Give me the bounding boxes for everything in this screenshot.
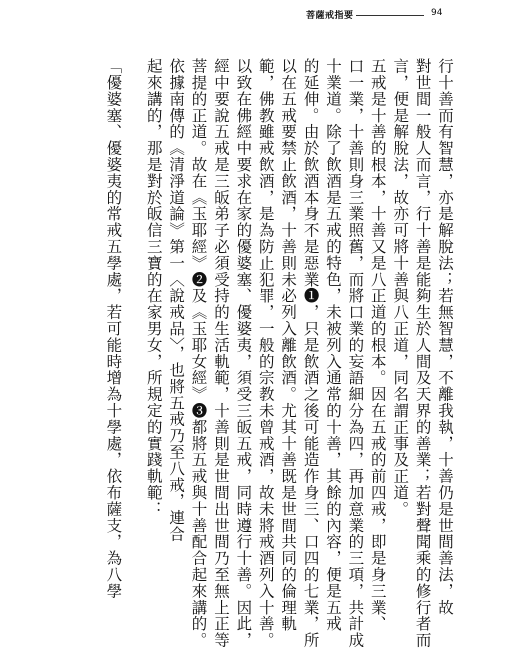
text-column: 菩提的正道。故在《玉耶經》❷及《玉耶女經》❸都將五戒與十善配合起來講的。: [189, 58, 208, 648]
text-column: 起來講的，那是對於皈信三寶的在家男女，所規定的實踐軌範：: [144, 58, 163, 518]
text-column: 範，佛教雖戒飲酒，是為防止犯罪，一般的宗教未曾戒酒，故未將戒酒列入十善。: [256, 58, 275, 648]
text-column: 口一業，十善則身三業照舊，而將口業的妄語細分為四，再加意業的三項，共計成: [346, 58, 365, 648]
body-text: [102, 58, 456, 648]
running-header: [0, 8, 520, 26]
text-column: 十業道。除了飲酒是五戒的特色，未被列入通常的十善，其餘的內容，便是五戒: [323, 58, 342, 632]
page-number: 94: [431, 8, 443, 18]
book-title: 菩薩戒指要: [306, 11, 354, 21]
text-column: 依據南傳的《清淨道論》第一〈說戒品〉，也將五戒乃至八戒，連合: [167, 58, 186, 543]
text-column: 以在五戒要禁止飲酒，十善則未必列入離飲酒。尤其十善既是世間共同的倫理軌: [279, 58, 298, 632]
text-column: 言，便是解脫法，故亦可將十善與八正道，同名謂正事及正道。: [391, 58, 410, 518]
text-column: 以致在佛經中要求在家的優婆塞、優婆夷，須受三皈五戒，同時遵行十善。因此，: [234, 58, 253, 648]
text-column: 經中要說五戒是三皈弟子必須受持的生活軌範，十善則是世間出世間乃至無上正等: [211, 58, 230, 648]
header-rule: [356, 15, 424, 16]
text-column: 行十善而有智慧，亦是解脫法；若無智慧，不離我執，十善仍是世間善法，故: [436, 58, 454, 616]
text-column: 「優婆塞、優婆夷的常戒五學處，若可能時增為十學處，依布薩支，為八學: [104, 58, 123, 600]
text-column: 的延伸。由於飲酒本身不是惡業❶，只是飲酒之後可能造作身三、口四的七業，所: [301, 58, 320, 648]
text-column: 五戒是十善的根本，十善又是八正道的根本。因在五戒的前四戒，即是身三業、: [368, 58, 387, 632]
text-column: 對世間一般人而言，行十善是能夠生於人間及天界的善業；若對聲聞乘的修行者而: [413, 58, 432, 648]
